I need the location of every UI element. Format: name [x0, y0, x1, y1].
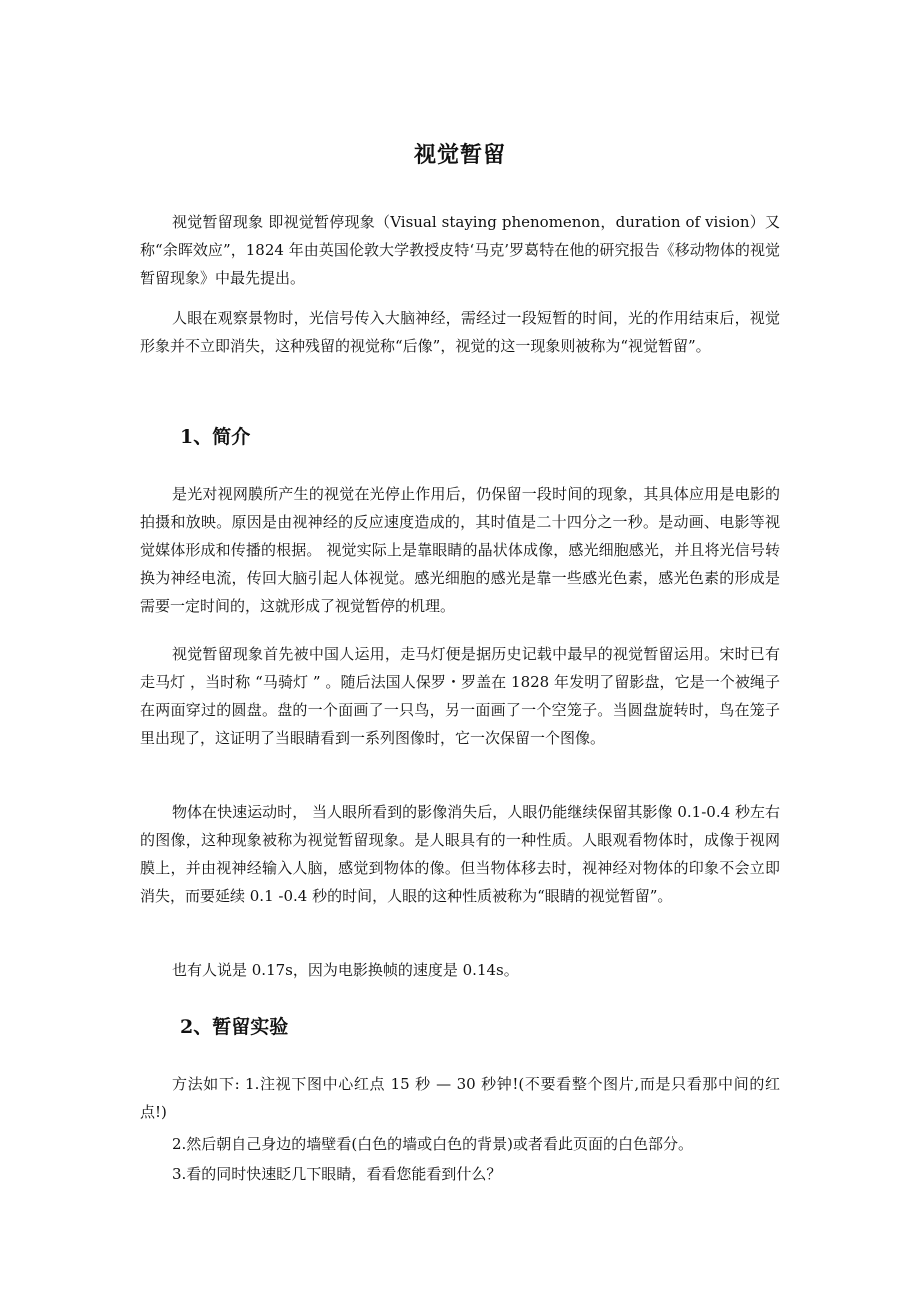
section-2-heading: 2、暂留实验	[180, 1016, 289, 1038]
section-2-paragraph-3: 3.看的同时快速眨几下眼睛，看看您能看到什么？	[172, 1165, 502, 1183]
section-1-paragraph-4: 也有人说是 0.17s，因为电影换帧的速度是 0.14s。	[172, 961, 519, 979]
section-2-paragraph-2: 2.然后朝自己身边的墙壁看(白色的墙或白色的背景)或者看此页面的白色部分。	[172, 1135, 694, 1153]
section-1-paragraph-2: 视觉暂留现象首先被中国人运用，走马灯便是据历史记载中最早的视觉暂留运用。宋时已有走马灯 ，当时称 “马骑灯 ” 。随后法国人保罗・罗盖在 1828 年发明了留影盘，它是一个被绳子在两面穿过的圆盘。盘的一个面画了一只鸟，另一面画了一个空笼子。当圆盘旋转时，鸟在笼子里出现了，这证明了当眼睛看到一系列图像时，它一次保留一个图像。	[140, 645, 780, 747]
section-2-paragraph-1: 方法如下: 1.注视下图中心红点 15 秒 — 30 秒钟!(不要看整个图片,而是只看那中间的红点!)	[140, 1075, 780, 1121]
section-1-heading: 1、简介	[180, 426, 251, 448]
section-1-paragraph-1: 是光对视网膜所产生的视觉在光停止作用后，仍保留一段时间的现象，其具体应用是电影的拍摄和放映。原因是由视神经的反应速度造成的，其时值是二十四分之一秒。是动画、电影等视觉媒体形成和传播的根据。 视觉实际上是靠眼睛的晶状体成像，感光细胞感光，并且将光信号转换为神经电流，传回大脑引起人体视觉。感光细胞的感光是靠一些感光色素，感光色素的形成是需要一定时间的，这就形成了视觉暂停的机理。	[140, 485, 780, 615]
intro-paragraph-2: 人眼在观察景物时，光信号传入大脑神经，需经过一段短暂的时间，光的作用结束后，视觉形象并不立即消失，这种残留的视觉称“后像”，视觉的这一现象则被称为“视觉暂留”。	[140, 309, 780, 355]
intro-paragraph-1: 视觉暂留现象 即视觉暂停现象（Visual staying phenomenon，duration of vision）又称“余晖效应”，1824 年由英国伦敦大学教授皮特‘马克’罗葛特在他的研究报告《移动物体的视觉暂留现象》中最先提出。	[140, 213, 780, 287]
section-1-paragraph-3: 物体在快速运动时， 当人眼所看到的影像消失后，人眼仍能继续保留其影像 0.1-0.4 秒左右的图像，这种现象被称为视觉暂留现象。是人眼具有的一种性质。人眼观看物体时，成像于视网膜上，并由视神经输入人脑，感觉到物体的像。但当物体移去时，视神经对物体的印象不会立即消失，而要延续 0.1 -0.4 秒的时间，人眼的这种性质被称为“眼睛的视觉暂留”。	[140, 803, 780, 905]
page-title: 视觉暂留	[413, 142, 506, 168]
